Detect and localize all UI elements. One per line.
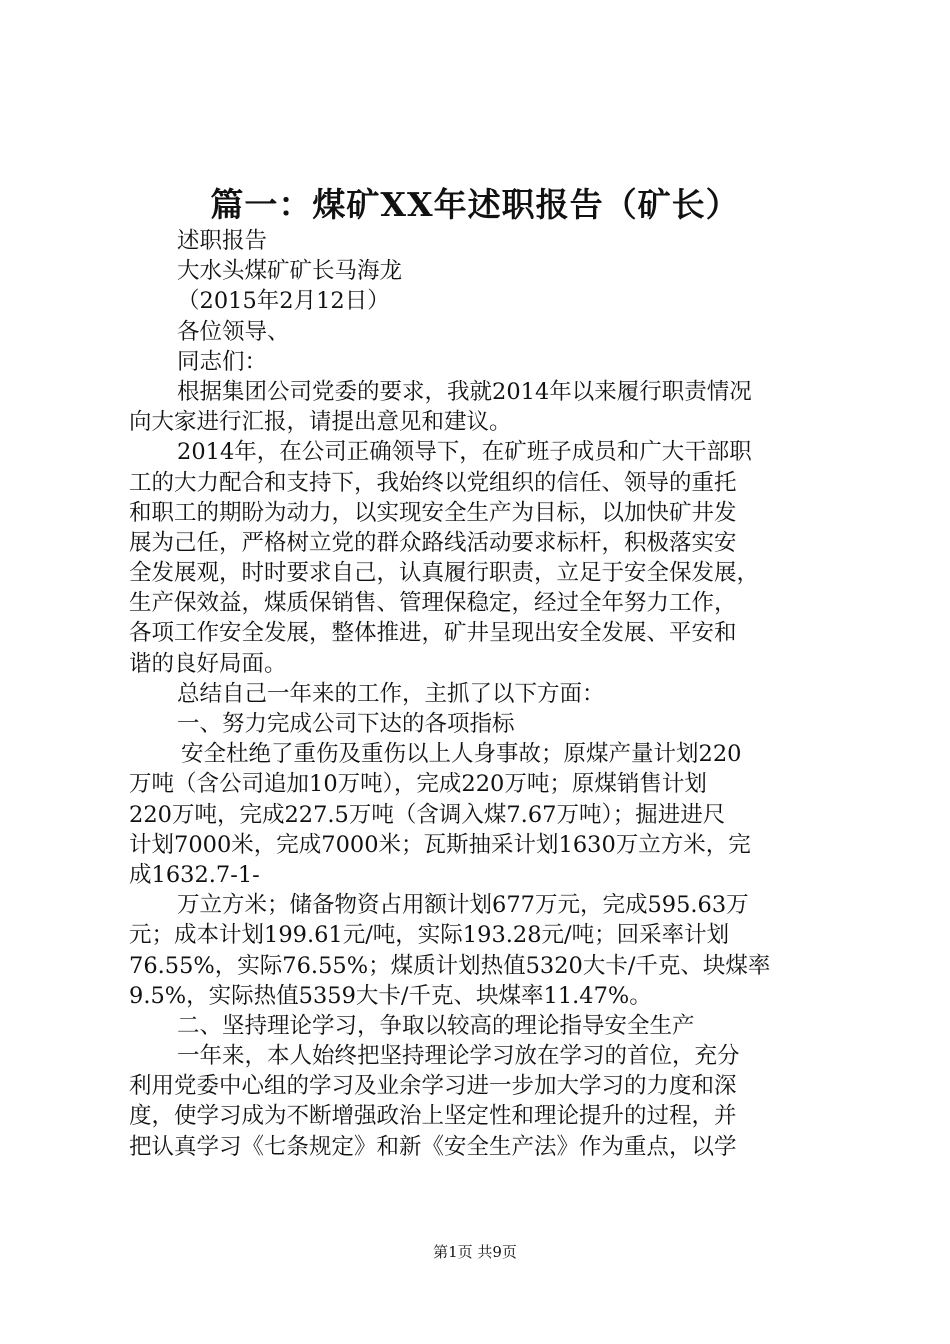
text-line: 成1632.7-1- <box>129 861 260 888</box>
text-line: 大水头煤矿矿长马海龙 <box>177 258 403 285</box>
text-line: 220万吨，完成227.5万吨（含调入煤7.67万吨）；掘进进尺 <box>129 801 726 828</box>
text-line: 安全杜绝了重伤及重伤以上人身事故；原煤产量计划220 <box>181 741 742 768</box>
text-line: 2014年，在公司正确领导下，在矿班子成员和广大干部职 <box>177 439 752 466</box>
text-line: 各位领导、 <box>177 318 290 345</box>
text-line: 展为己任，严格树立党的群众路线活动要求标杆，积极落实安 <box>129 529 737 556</box>
text-line: 向大家进行汇报，请提出意见和建议。 <box>129 409 512 436</box>
text-line: 利用党委中心组的学习及业余学习进一步加大学习的力度和深 <box>129 1073 737 1100</box>
text-line: 元；成本计划199.61元/吨，实际193.28元/吨；回采率计划 <box>129 922 730 949</box>
document-title: 篇一：煤矿XX年述职报告（矿长） <box>210 185 740 224</box>
text-line: 生产保效益，煤质保销售、管理保稳定，经过全年努力工作， <box>129 590 737 617</box>
text-line: 万立方米；储备物资占用额计划677万元，完成595.63万 <box>177 892 749 919</box>
text-line: 全发展观，时时要求自己，认真履行职责，立足于安全保发展， <box>129 560 760 587</box>
text-line: 9.5%，实际热值5359大卡/千克、块煤率11.47%。 <box>129 982 652 1009</box>
text-line: 万吨（含公司追加10万吨），完成220万吨；原煤销售计划 <box>129 771 707 798</box>
text-line: 76.55%，实际76.55%；煤质计划热值5320大卡/千克、块煤率 <box>129 952 771 979</box>
text-line: 计划7000米，完成7000米；瓦斯抽采计划1630万立方米，完 <box>129 831 751 858</box>
text-line: 各项工作安全发展，整体推进，矿井呈现出安全发展、平安和 <box>129 620 737 647</box>
text-line: 工的大力配合和支持下，我始终以党组织的信任、领导的重托 <box>129 469 737 496</box>
text-line: （2015年2月12日） <box>177 288 390 315</box>
text-line: 根据集团公司党委的要求，我就2014年以来履行职责情况 <box>177 378 752 405</box>
document-body <box>129 226 845 1162</box>
text-line: 把认真学习《七条规定》和新《安全生产法》作为重点，以学 <box>129 1133 737 1160</box>
text-line: 度，使学习成为不断增强政治上坚定性和理论提升的过程，并 <box>129 1103 737 1130</box>
text-line: 总结自己一年来的工作，主抓了以下方面： <box>177 680 605 707</box>
text-line: 谐的良好局面。 <box>129 650 287 677</box>
page-footer: 第1页 共9页 <box>433 1243 517 1261</box>
text-line: 同志们： <box>177 348 268 375</box>
text-line: 一年来，本人始终把坚持理论学习放在学习的首位，充分 <box>177 1043 740 1070</box>
text-line: 述职报告 <box>177 228 268 254</box>
text-line: 二、坚持理论学习，争取以较高的理论指导安全生产 <box>177 1012 695 1039</box>
text-line: 一、努力完成公司下达的各项指标 <box>177 711 515 737</box>
text-line: 和职工的期盼为动力，以实现安全生产为目标，以加快矿井发 <box>129 499 737 526</box>
